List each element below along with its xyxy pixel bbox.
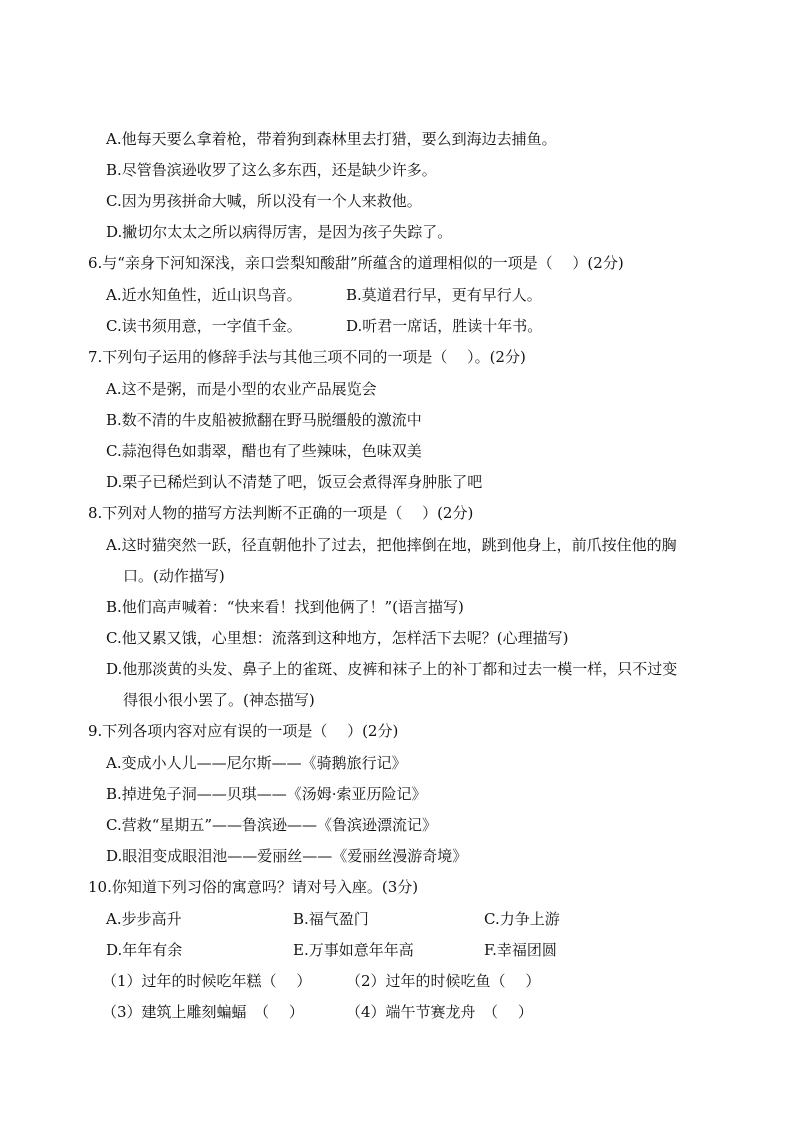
q9-option-c: C.营救“星期五”——鲁滨逊——《鲁滨逊漂流记》 [106, 816, 438, 834]
q5-option-d: D.撇切尔太太之所以病得厉害，是因为孩子失踪了。 [106, 223, 453, 241]
q6-option-b: B.莫道君行早，更有早行人。 [346, 286, 542, 304]
q10-item-4: （4）端午节赛龙舟 （ ） [346, 1003, 533, 1021]
q10-choice-f: F.幸福团圆 [484, 941, 557, 959]
q8-option-a-line1: A.这时猫突然一跃，径直朝他扑了过去，把他摔倒在地，跳到他身上，前爪按住他的胸 [106, 536, 677, 554]
q5-option-a: A.他每天要么拿着枪，带着狗到森林里去打猎，要么到海边去捕鱼。 [106, 130, 557, 148]
q10-choice-d: D.年年有余 [106, 941, 183, 959]
q8-option-b: B.他们高声喊着：“快来看！找到他俩了！”(语言描写) [106, 598, 464, 616]
q6-stem: 6.与“亲身下河知深浅，亲口尝梨知酸甜”所蕴含的道理相似的一项是（ ）(2分) [88, 254, 624, 272]
q9-option-b: B.掉进兔子洞——贝琪——《汤姆·索亚历险记》 [106, 785, 427, 803]
q5-option-b: B.尽管鲁滨逊收罗了这么多东西，还是缺少许多。 [106, 161, 437, 179]
q7-option-a: A.这不是粥，而是小型的农业产品展览会 [106, 380, 377, 398]
q7-stem: 7.下列句子运用的修辞手法与其他三项不同的一项是（ ）。(2分) [88, 348, 526, 366]
q10-stem: 10.你知道下列习俗的寓意吗？请对号入座。(3分) [88, 878, 419, 896]
q7-option-d: D.栗子已稀烂到认不清楚了吧，饭豆会煮得浑身肿胀了吧 [106, 473, 483, 491]
q9-option-d: D.眼泪变成眼泪池——爱丽丝——《爱丽丝漫游奇境》 [106, 847, 468, 865]
q6-option-a: A.近水知鱼性，近山识鸟音。 [106, 286, 302, 304]
q8-option-a-line2: 口。(动作描写) [123, 567, 225, 585]
q10-choice-a: A.步步高升 [106, 910, 182, 928]
q5-option-c: C.因为男孩拼命大喊，所以没有一个人来救他。 [106, 192, 422, 210]
q8-stem: 8.下列对人物的描写方法判断不正确的一项是（ ）(2分) [88, 504, 474, 522]
q7-option-b: B.数不清的牛皮船被掀翻在野马脱缰般的激流中 [106, 411, 422, 429]
q8-option-d-line1: D.他那淡黄的头发、鼻子上的雀斑、皮裤和袜子上的补丁都和过去一模一样，只不过变 [106, 660, 678, 678]
q10-item-3: （3）建筑上雕刻蝙蝠 （ ） [102, 1003, 304, 1021]
q8-option-c: C.他又累又饿，心里想：流落到这种地方，怎样活下去呢？(心理描写) [106, 629, 569, 647]
q6-option-d: D.听君一席话，胜读十年书。 [346, 317, 543, 335]
q10-choice-b: B.福气盈门 [293, 910, 369, 928]
q10-item-2: （2）过年的时候吃鱼（ ） [346, 972, 541, 990]
q6-option-c: C.读书须用意，一字值千金。 [106, 317, 302, 335]
q8-option-d-line2: 得很小很小罢了。(神态描写) [123, 691, 315, 709]
q10-choice-c: C.力争上游 [484, 910, 560, 928]
q10-item-1: （1）过年的时候吃年糕（ ） [102, 972, 312, 990]
q10-choice-e: E.万事如意年年高 [293, 941, 414, 959]
q7-option-c: C.蒜泡得色如翡翠，醋也有了些辣味，色味双美 [106, 442, 422, 460]
q9-option-a: A.变成小人儿——尼尔斯——《骑鹅旅行记》 [106, 754, 407, 772]
q9-stem: 9.下列各项内容对应有误的一项是（ ）(2分) [88, 722, 399, 740]
